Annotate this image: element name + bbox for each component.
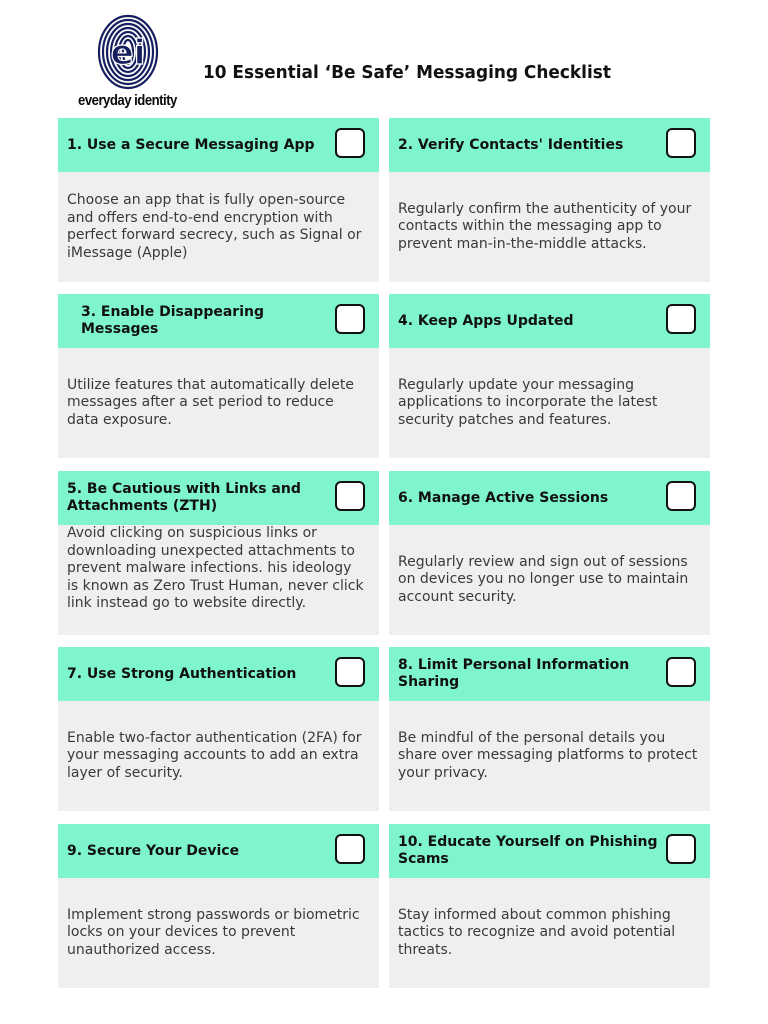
checkbox-item-9[interactable]	[335, 834, 365, 864]
card-title: 6. Manage Active Sessions	[398, 489, 609, 506]
card-title: 1. Use a Secure Messaging App	[67, 136, 315, 153]
card-body: Regularly update your messaging applications to incorporate the latest security patches and features.	[398, 376, 658, 428]
checklist-card-3	[58, 294, 379, 458]
card-body: Regularly review and sign out of sessions on devices you no longer use to maintain account security.	[398, 553, 689, 605]
card-title: 2. Verify Contacts' Identities	[398, 136, 624, 153]
card-title: 3. Enable Disappearing Messages	[81, 304, 264, 337]
card-body: Choose an app that is fully open-source and offers end-to-end encryption with perfect forward secrecy, such as Signal or iMessage (Apple)	[67, 192, 362, 261]
card-header	[389, 471, 710, 525]
checklist-card-6	[389, 471, 710, 635]
card-title: 9. Secure Your Device	[67, 842, 240, 859]
card-header	[389, 118, 710, 172]
card-body: Implement strong passwords or biometric locks on your devices to prevent unauthorized access.	[67, 906, 360, 958]
card-title: 5. Be Cautious with Links and Attachments (ZTH)	[67, 481, 301, 514]
card-body: Avoid clicking on suspicious links or downloading unexpected attachments to prevent malware infections. his ideology is known as Zero Trust Human, never click link instead go to website directly.	[67, 525, 364, 611]
fingerprint-icon	[97, 14, 159, 90]
checkbox-item-5[interactable]	[335, 481, 365, 511]
card-header	[389, 647, 710, 701]
logo-wordmark: everyday identity	[78, 92, 177, 109]
card-body: Regularly confirm the authenticity of your contacts within the messaging app to prevent man-in-the-middle attacks.	[398, 200, 692, 252]
checkbox-item-1[interactable]	[335, 128, 365, 158]
card-header	[389, 294, 710, 348]
checklist-card-2	[389, 118, 710, 282]
card-header	[58, 118, 379, 172]
checklist-card-4	[389, 294, 710, 458]
card-body: Stay informed about common phishing tactics to recognize and avoid potential threats.	[398, 906, 676, 958]
checkbox-item-3[interactable]	[335, 304, 365, 334]
checklist-card-5	[58, 471, 379, 635]
card-title: 4. Keep Apps Updated	[398, 312, 574, 329]
card-body: Utilize features that automatically delete messages after a set period to reduce data exposure.	[67, 376, 354, 428]
checklist-card-9	[58, 824, 379, 988]
checkbox-item-4[interactable]	[666, 304, 696, 334]
checkbox-item-7[interactable]	[335, 657, 365, 687]
checklist-card-7	[58, 647, 379, 811]
card-header	[58, 294, 379, 348]
card-title: 7. Use Strong Authentication	[67, 665, 297, 682]
logo-mark: ei	[110, 33, 146, 73]
card-header	[58, 824, 379, 878]
everyday-identity-logo	[78, 14, 178, 114]
checkbox-item-2[interactable]	[666, 128, 696, 158]
checklist-card-8	[389, 647, 710, 811]
card-header	[58, 647, 379, 701]
card-title: 8. Limit Personal Information Sharing	[398, 657, 630, 690]
checklist-card-10	[389, 824, 710, 988]
card-header	[58, 471, 379, 525]
card-body: Be mindful of the personal details you share over messaging platforms to protect your privacy.	[398, 729, 698, 781]
checklist-card-1	[58, 118, 379, 282]
card-header	[389, 824, 710, 878]
page-title: 10 Essential ‘Be Safe’ Messaging Checklist	[203, 62, 611, 83]
checkbox-item-10[interactable]	[666, 834, 696, 864]
card-title: 10. Educate Yourself on Phishing Scams	[398, 834, 658, 867]
card-body: Enable two-factor authentication (2FA) for your messaging accounts to add an extra layer of security.	[67, 729, 362, 781]
checkbox-item-8[interactable]	[666, 657, 696, 687]
checkbox-item-6[interactable]	[666, 481, 696, 511]
